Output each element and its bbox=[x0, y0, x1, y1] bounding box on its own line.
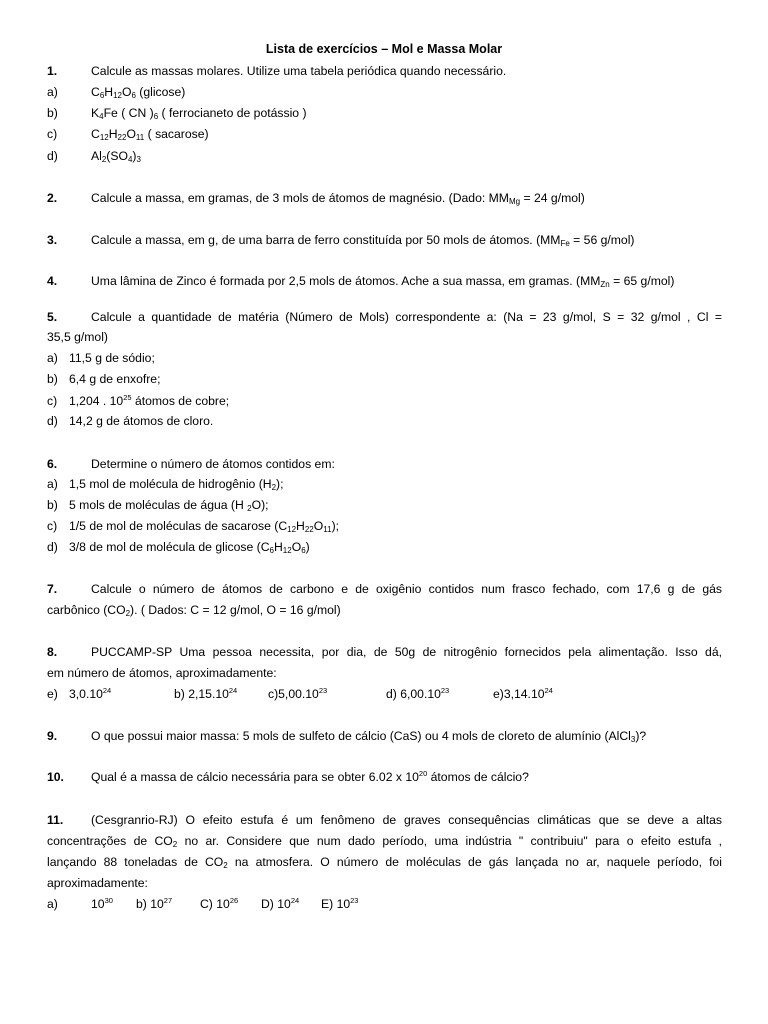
question-text: Determine o número de átomos contidos em: bbox=[91, 457, 335, 471]
formula: $K_4Fe$ ( CN )$_6$ ( ferrocianeto de potássio ) bbox=[91, 106, 307, 121]
item-label: a) bbox=[47, 351, 58, 365]
page-title: Lista de exercícios – Mol e Massa Molar bbox=[265, 42, 503, 56]
question-text: Qual é a massa de cálcio necessária para se obter 6.02 x $10^{20}$ átomos de cálcio? bbox=[91, 769, 529, 784]
question-number: 10. bbox=[47, 770, 64, 784]
question-number: 2. bbox=[47, 191, 58, 205]
item-text: 6,4 g de enxofre; bbox=[69, 372, 161, 386]
question-number: 11. bbox=[47, 813, 64, 827]
item-label: c) bbox=[47, 127, 58, 141]
question-8-cont: em número de átomos, aproximadamente: bbox=[47, 666, 277, 680]
item-label: d) bbox=[47, 149, 58, 163]
question-number: 3. bbox=[47, 233, 58, 247]
option: $10^{30}$ bbox=[91, 896, 113, 911]
item-label: b) bbox=[47, 498, 58, 512]
question-text: Calcule a quantidade de matéria (Número de Mols) correspondente a: (Na = 23 g/mol, S = 32 g/mol , Cl = bbox=[91, 310, 722, 324]
option: e)3,14.10$^{24}$ bbox=[493, 686, 553, 701]
item-label: d) bbox=[47, 540, 58, 554]
option: b) $10^{27}$ bbox=[136, 896, 173, 911]
item-text: 1/5 de mol de moléculas de sacarose $(C_{12}H_{22}O_{11})$; bbox=[69, 519, 340, 534]
question-number: 6. bbox=[47, 457, 58, 471]
formula: $C_{12}H_{22}O_{11}$ ( sacarose) bbox=[91, 127, 209, 142]
question-text: Calcule a massa, em gramas, de 3 mols de átomos de magnésio. (Dado: $MM_{Mg} = 24$ g/mol) bbox=[91, 191, 585, 206]
formula: $C_6H_{12}O_6$ (glicose) bbox=[91, 85, 186, 100]
question-text: O que possui maior massa: 5 mols de sulfeto de cálcio (CaS) ou 4 mols de cloreto de alumínio (AlCl$_3$)? bbox=[91, 729, 647, 744]
option: C) $10^{26}$ bbox=[200, 896, 239, 911]
item-text: 5 mols de moléculas de água (H $_2$O); bbox=[69, 498, 269, 513]
option: d) 6,00.10$^{23}$ bbox=[386, 686, 450, 701]
option: b) 2,15.10$^{24}$ bbox=[174, 686, 238, 701]
question-11-line3: lançando 88 toneladas de $CO_2$ na atmosfera. O número de moléculas de gás lançada no ar, naquele período, foi bbox=[47, 855, 722, 870]
question-text: Uma lâmina de Zinco é formada por 2,5 mols de átomos. Ache a sua massa, em gramas. ($MM_{Zn} = 65$ g/mol) bbox=[91, 274, 675, 289]
item-text: 14,2 g de átomos de cloro. bbox=[69, 414, 214, 428]
question-number: 5. bbox=[47, 310, 58, 324]
option: E) $10^{23}$ bbox=[321, 896, 359, 911]
item-text: 3/8 de mol de molécula de glicose $(C_6H_{12}O_6)$ bbox=[69, 540, 310, 555]
question-7-cont: carbônico $(CO_2)$. ( Dados: C = 12 g/mol, O = 16 g/mol) bbox=[47, 603, 341, 618]
item-label: c) bbox=[47, 394, 58, 408]
question-number: 8. bbox=[47, 645, 58, 659]
item-label: b) bbox=[47, 106, 58, 120]
item-label: d) bbox=[47, 414, 58, 428]
item-text: 1,204 . $10^{25}$ átomos de cobre; bbox=[69, 393, 230, 408]
option: D) $10^{24}$ bbox=[261, 896, 300, 911]
item-text: 1,5 mol de molécula de hidrogênio $(H_2)$; bbox=[69, 477, 284, 492]
question-number: 9. bbox=[47, 729, 58, 743]
question-text: Calcule a massa, em g, de uma barra de ferro constituída por 50 mols de átomos. ($MM_{Fe} = 56$ g/mol) bbox=[91, 233, 635, 248]
question-11-line4: aproximadamente: bbox=[47, 876, 148, 890]
question-number: 4. bbox=[47, 274, 58, 288]
question-text: (Cesgranrio-RJ) O efeito estufa é um fenômeno de graves consequências climáticas que se deve a altas bbox=[91, 813, 722, 827]
item-label: b) bbox=[47, 372, 58, 386]
item-label: c) bbox=[47, 519, 58, 533]
question-11-line2: concentrações de $CO_2$ no ar. Considere que num dado período, uma indústria " contribuiu" para o efeito estufa , bbox=[47, 834, 722, 849]
question-number: 7. bbox=[47, 582, 58, 596]
formula: $Al_2(SO_4)_3$ bbox=[91, 149, 141, 164]
option: 3,0.10$^{24}$ bbox=[69, 686, 112, 701]
item-label: a) bbox=[47, 477, 58, 491]
question-5-cont: 35,5 g/mol) bbox=[47, 330, 108, 344]
question-text: Calcule as massas molares. Utilize uma tabela periódica quando necessário. bbox=[91, 64, 507, 78]
item-label: a) bbox=[47, 85, 58, 99]
option: c)5,00.10$^{23}$ bbox=[268, 686, 328, 701]
question-text: PUCCAMP-SP Uma pessoa necessita, por dia, de 50g de nitrogênio fornecidos pela alimentação. Isso dá, bbox=[91, 645, 722, 659]
item-label: e) bbox=[47, 687, 58, 701]
item-text: 11,5 g de sódio; bbox=[69, 351, 155, 365]
question-text: Calcule o número de átomos de carbono e de oxigênio contidos num frasco fechado, com 17,6 g de gás bbox=[91, 582, 722, 596]
question-number: 1. bbox=[47, 64, 58, 78]
item-label: a) bbox=[47, 897, 58, 911]
